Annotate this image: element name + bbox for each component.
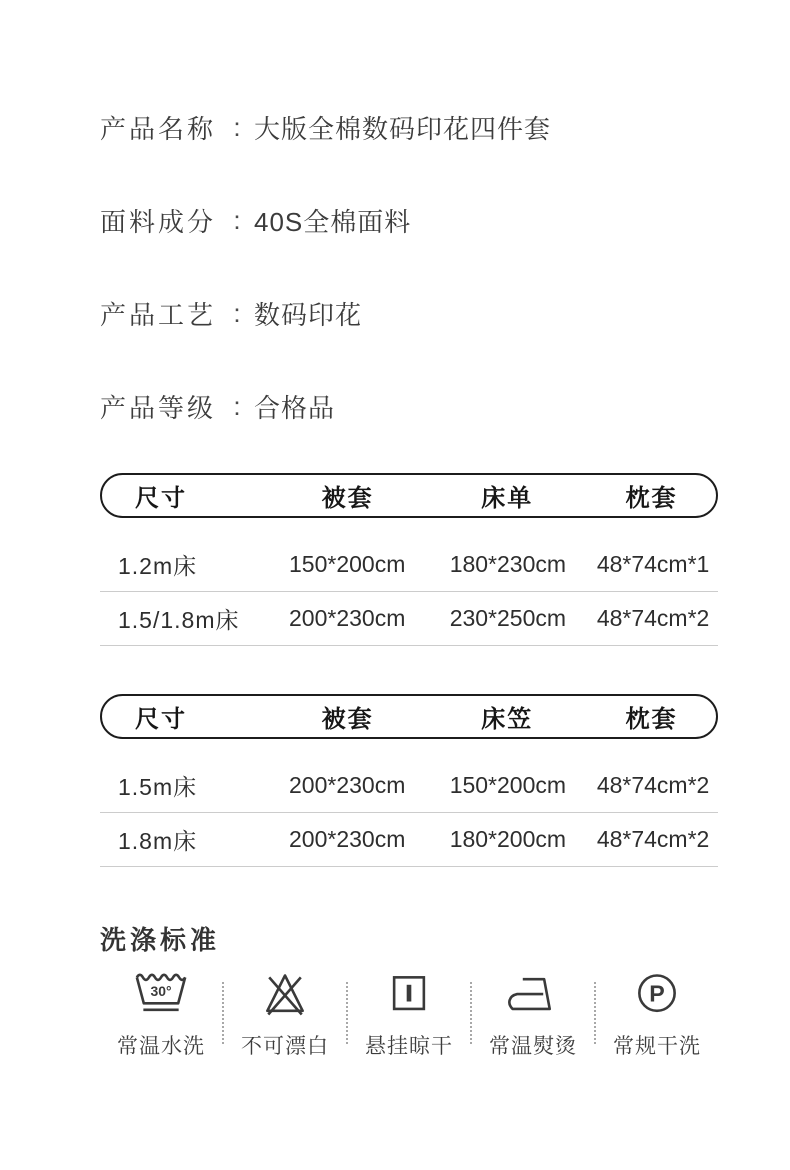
table-row bbox=[100, 592, 718, 646]
wash-item-no-bleach bbox=[224, 966, 346, 1060]
table-cell: 48*74cm*2 bbox=[596, 826, 710, 852]
table-cell: 1.8m床 bbox=[118, 828, 198, 854]
size-table-sheet bbox=[100, 473, 718, 646]
header-cell: 被套 bbox=[321, 706, 374, 733]
product-info-section bbox=[100, 112, 551, 484]
washing-icons-row bbox=[100, 966, 718, 1060]
info-colon: : bbox=[233, 390, 241, 421]
wash-item-dry-clean bbox=[596, 966, 718, 1060]
info-value: 合格品 bbox=[254, 392, 336, 423]
table-cell: 180*200cm bbox=[449, 826, 567, 852]
wash-item-label: 常规干洗 bbox=[613, 1035, 701, 1058]
table-row bbox=[100, 538, 718, 592]
table-cell: 48*74cm*2 bbox=[596, 772, 710, 798]
dry-clean-p-icon bbox=[627, 966, 687, 1024]
washing-standards-title: 洗涤标准 bbox=[100, 925, 221, 955]
table-cell: 1.5m床 bbox=[118, 774, 198, 800]
table-cell: 48*74cm*2 bbox=[596, 605, 710, 631]
table-cell: 48*74cm*1 bbox=[596, 551, 710, 577]
info-row-craft bbox=[100, 298, 551, 328]
wash-item-label: 悬挂晾干 bbox=[365, 1035, 453, 1058]
header-cell: 床笠 bbox=[481, 706, 534, 733]
table-cell: 200*230cm bbox=[289, 605, 406, 631]
wash-item-label: 常温熨烫 bbox=[489, 1035, 577, 1058]
info-value: 大版全棉数码印花四件套 bbox=[254, 113, 552, 144]
size-table-body bbox=[100, 538, 718, 646]
header-cell: 枕套 bbox=[625, 706, 678, 733]
info-colon: : bbox=[233, 297, 241, 328]
table-cell: 230*250cm bbox=[449, 605, 567, 631]
info-colon: : bbox=[233, 111, 241, 142]
header-cell: 枕套 bbox=[625, 485, 678, 512]
table-cell: 180*230cm bbox=[449, 551, 567, 577]
table-row bbox=[100, 759, 718, 813]
table-cell: 1.5/1.8m床 bbox=[118, 607, 240, 633]
table-row bbox=[100, 813, 718, 867]
iron-icon bbox=[503, 966, 563, 1024]
info-value: 40S全棉面料 bbox=[254, 206, 412, 237]
wash-item-label: 常温水洗 bbox=[117, 1035, 205, 1058]
table-cell: 1.2m床 bbox=[118, 553, 198, 579]
info-label: 产品等级 bbox=[100, 392, 217, 423]
info-value: 数码印花 bbox=[254, 299, 363, 330]
wash-item-normal-wash bbox=[100, 966, 222, 1060]
info-row-grade bbox=[100, 391, 551, 421]
hang-dry-icon bbox=[379, 966, 439, 1024]
header-cell: 被套 bbox=[321, 485, 374, 512]
header-cell: 床单 bbox=[481, 485, 534, 512]
info-row-fabric bbox=[100, 205, 551, 235]
wash-item-label: 不可漂白 bbox=[241, 1035, 329, 1058]
info-row-product-name bbox=[100, 112, 551, 142]
header-cell: 尺寸 bbox=[135, 706, 187, 733]
info-colon: : bbox=[233, 204, 241, 235]
size-table-body bbox=[100, 759, 718, 867]
wash-item-iron bbox=[472, 966, 594, 1060]
wash-item-hang-dry bbox=[348, 966, 470, 1060]
info-label: 面料成分 bbox=[100, 206, 217, 237]
header-cell: 尺寸 bbox=[135, 485, 187, 512]
no-bleach-icon bbox=[255, 966, 315, 1024]
svg-text:P: P bbox=[649, 980, 665, 1007]
table-cell: 150*200cm bbox=[449, 772, 567, 798]
info-label: 产品工艺 bbox=[100, 299, 217, 330]
info-label: 产品名称 bbox=[100, 113, 217, 144]
size-table-fitted bbox=[100, 694, 718, 867]
size-table-header bbox=[100, 694, 718, 739]
table-cell: 200*230cm bbox=[289, 826, 406, 852]
table-cell: 200*230cm bbox=[289, 772, 406, 798]
wash-30-icon bbox=[131, 966, 191, 1024]
size-table-header bbox=[100, 473, 718, 518]
svg-text:30°: 30° bbox=[150, 982, 172, 999]
table-cell: 150*200cm bbox=[289, 551, 406, 577]
